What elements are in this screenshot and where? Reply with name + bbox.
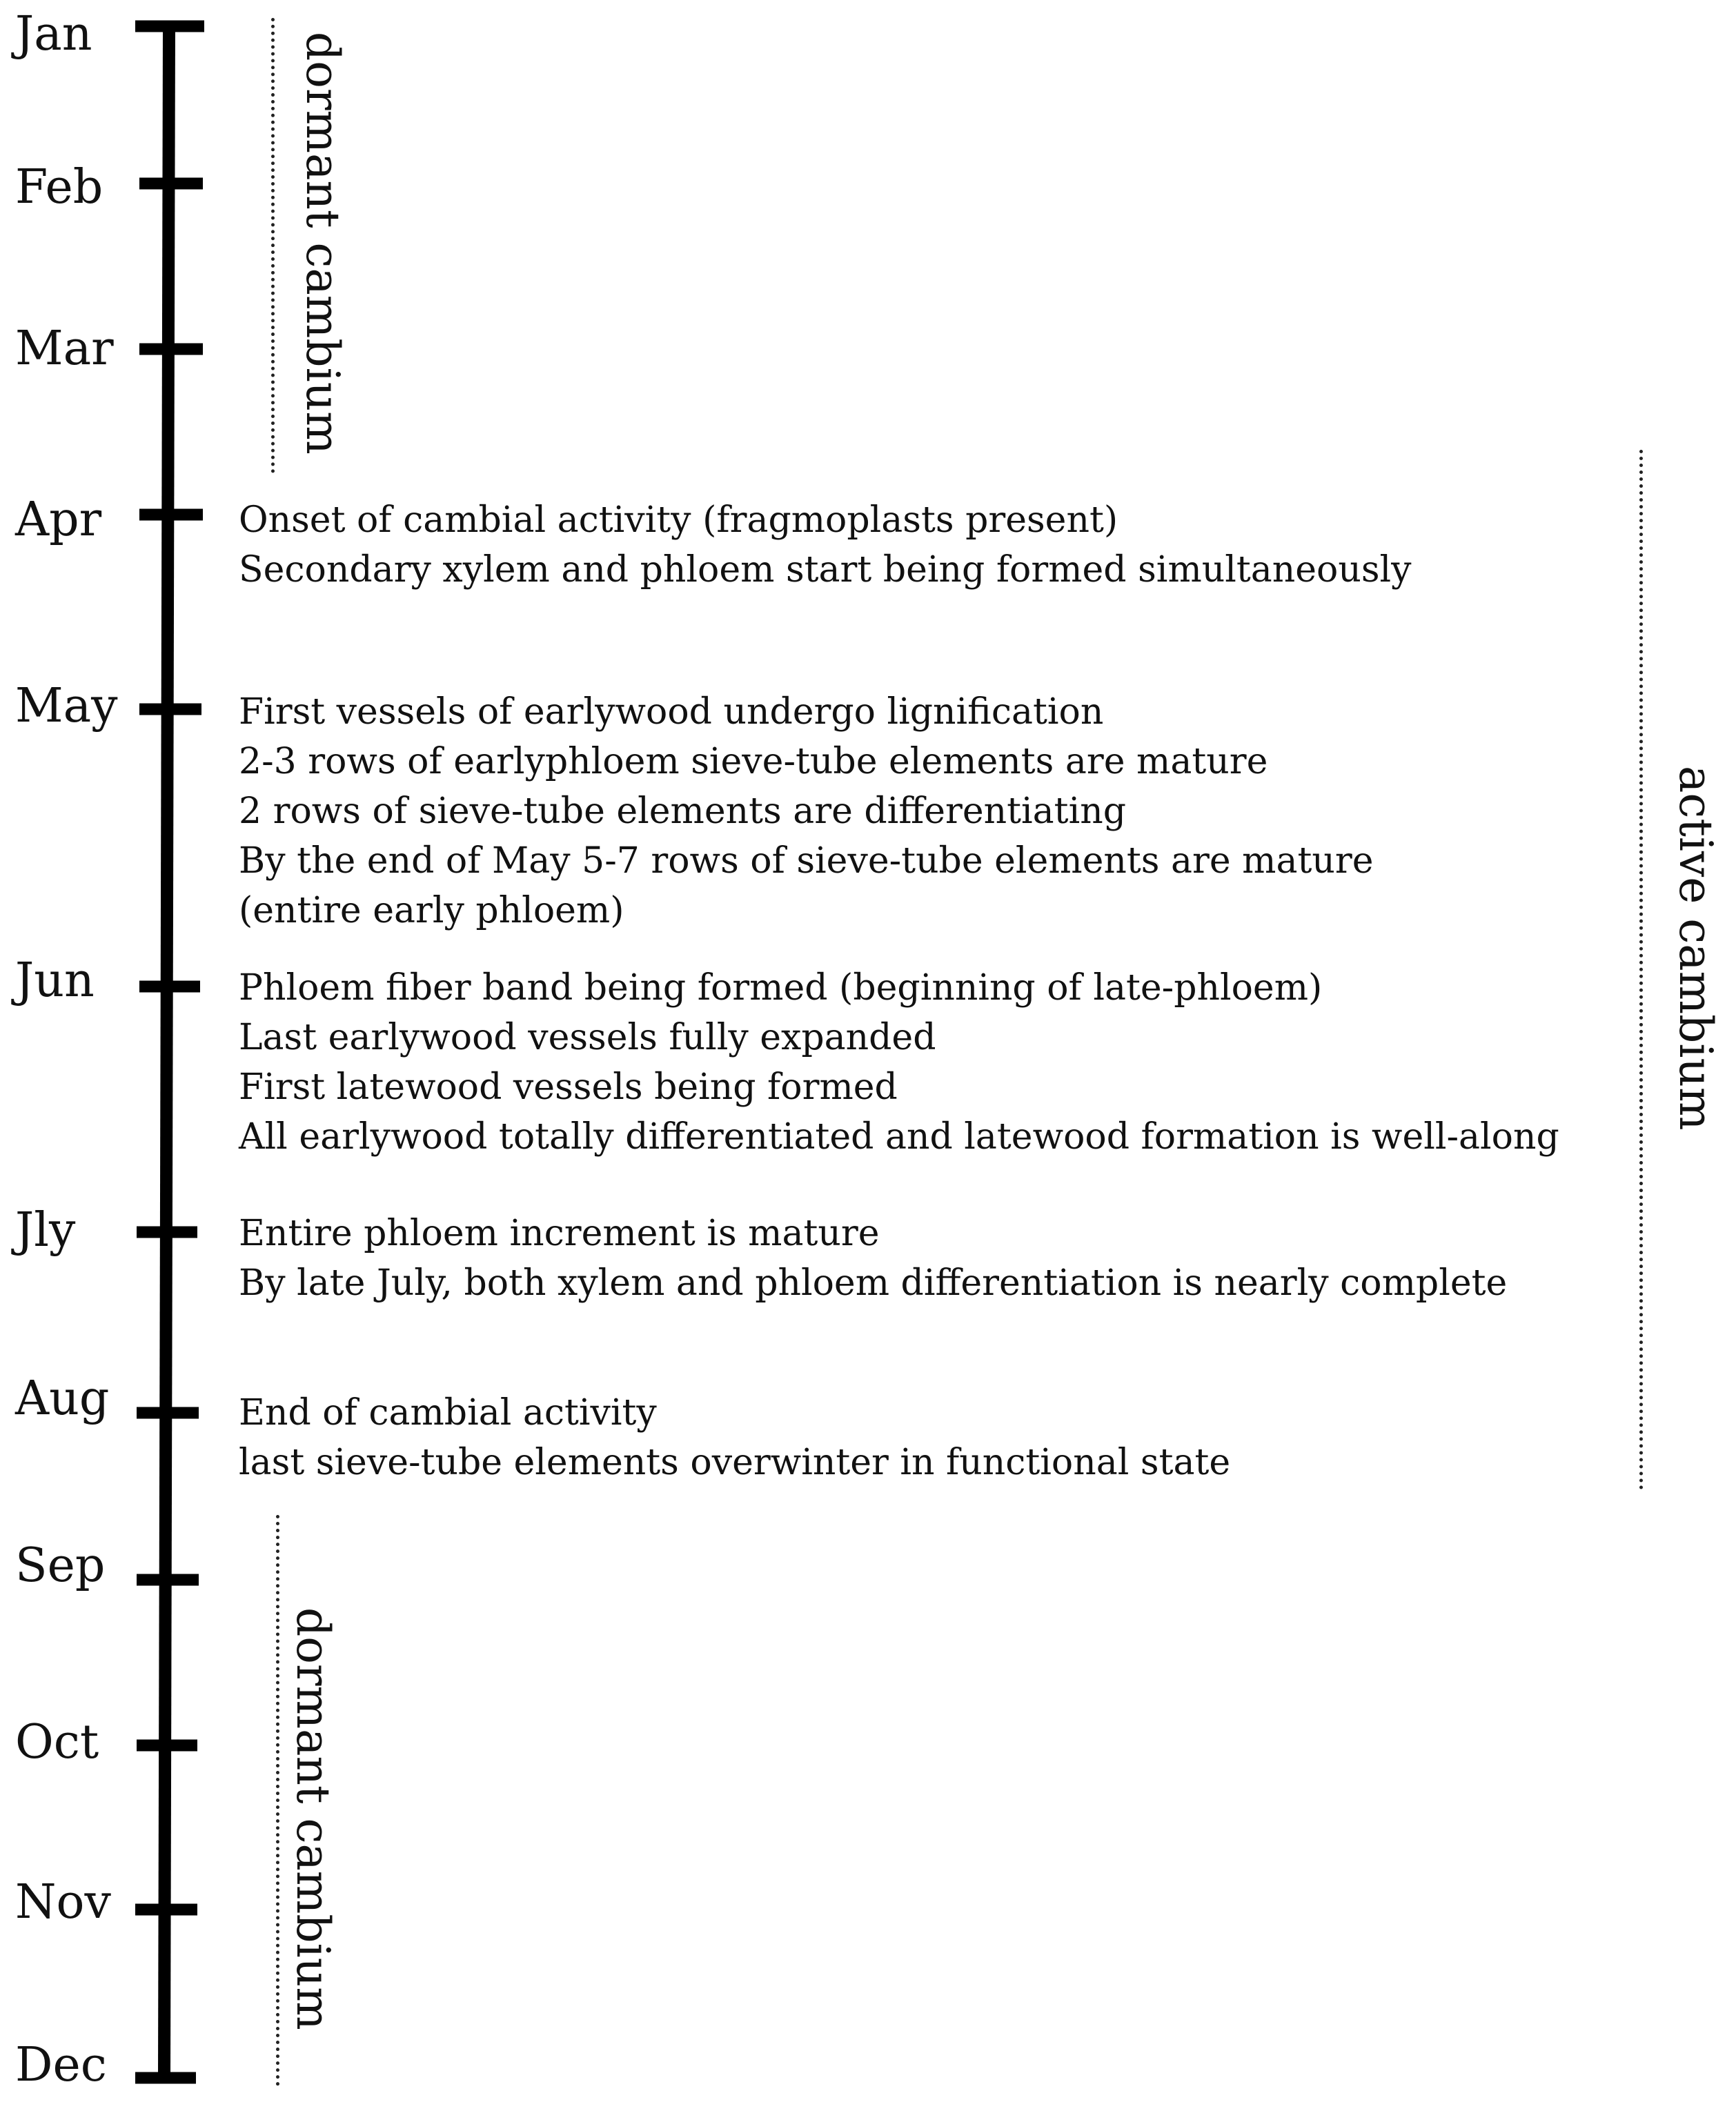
events-jly	[239, 1209, 1550, 1308]
month-label-aug: Aug	[15, 1371, 110, 1426]
month-label-apr: Apr	[15, 493, 102, 547]
event-line: last sieve-tube elements overwinter in functional state	[239, 1442, 1231, 1483]
timeline-spine	[164, 25, 169, 2078]
month-label-jun: Jun	[15, 953, 95, 1008]
event-line: By late July, both xylem and phloem differentiation is nearly complete	[239, 1262, 1508, 1304]
month-label-nov: Nov	[15, 1875, 111, 1930]
month-label-feb: Feb	[15, 160, 103, 215]
dormant-top-dotted-line	[271, 18, 275, 473]
dormant-bottom-dotted-line	[276, 1515, 279, 2086]
month-label-sep: Sep	[15, 1538, 106, 1593]
event-line: 2 rows of sieve-tube elements are differentiating	[239, 791, 1126, 832]
month-label-may: May	[15, 679, 118, 733]
event-line: First vessels of earlywood undergo lignification	[239, 691, 1104, 733]
event-line: Last earlywood vessels fully expanded	[239, 1017, 936, 1058]
event-line: Onset of cambial activity (fragmoplasts present)	[239, 499, 1118, 541]
period-label-dormant-bottom: dormant cambium	[286, 1607, 339, 2030]
events-aug	[239, 1388, 1550, 1487]
event-line: All earlywood totally differentiated and latewood formation is well-along	[239, 1116, 1559, 1158]
month-label-jan: Jan	[15, 7, 92, 61]
month-label-jly: Jly	[15, 1203, 76, 1258]
event-line: End of cambial activity	[239, 1392, 657, 1434]
event-line: 2-3 rows of earlyphloem sieve-tube elements are mature	[239, 741, 1268, 782]
month-label-dec: Dec	[15, 2038, 107, 2092]
event-line: First latewood vessels being formed	[239, 1067, 898, 1108]
month-label-mar: Mar	[15, 321, 114, 376]
event-line: Phloem fiber band being formed (beginning of late-phloem)	[239, 967, 1323, 1009]
events-apr	[239, 495, 1550, 595]
period-label-dormant-top: dormant cambium	[296, 32, 349, 455]
event-line: Entire phloem increment is mature	[239, 1213, 880, 1254]
active-dotted-line	[1639, 450, 1643, 1490]
event-line: By the end of May 5-7 rows of sieve-tube elements are mature (entire early phloem)	[239, 840, 1374, 931]
event-line: Secondary xylem and phloem start being formed simultaneously	[239, 549, 1412, 591]
events-jun	[239, 963, 1559, 1162]
month-label-oct: Oct	[15, 1715, 99, 1770]
events-may	[239, 687, 1550, 935]
period-label-active: active cambium	[1669, 766, 1722, 1131]
